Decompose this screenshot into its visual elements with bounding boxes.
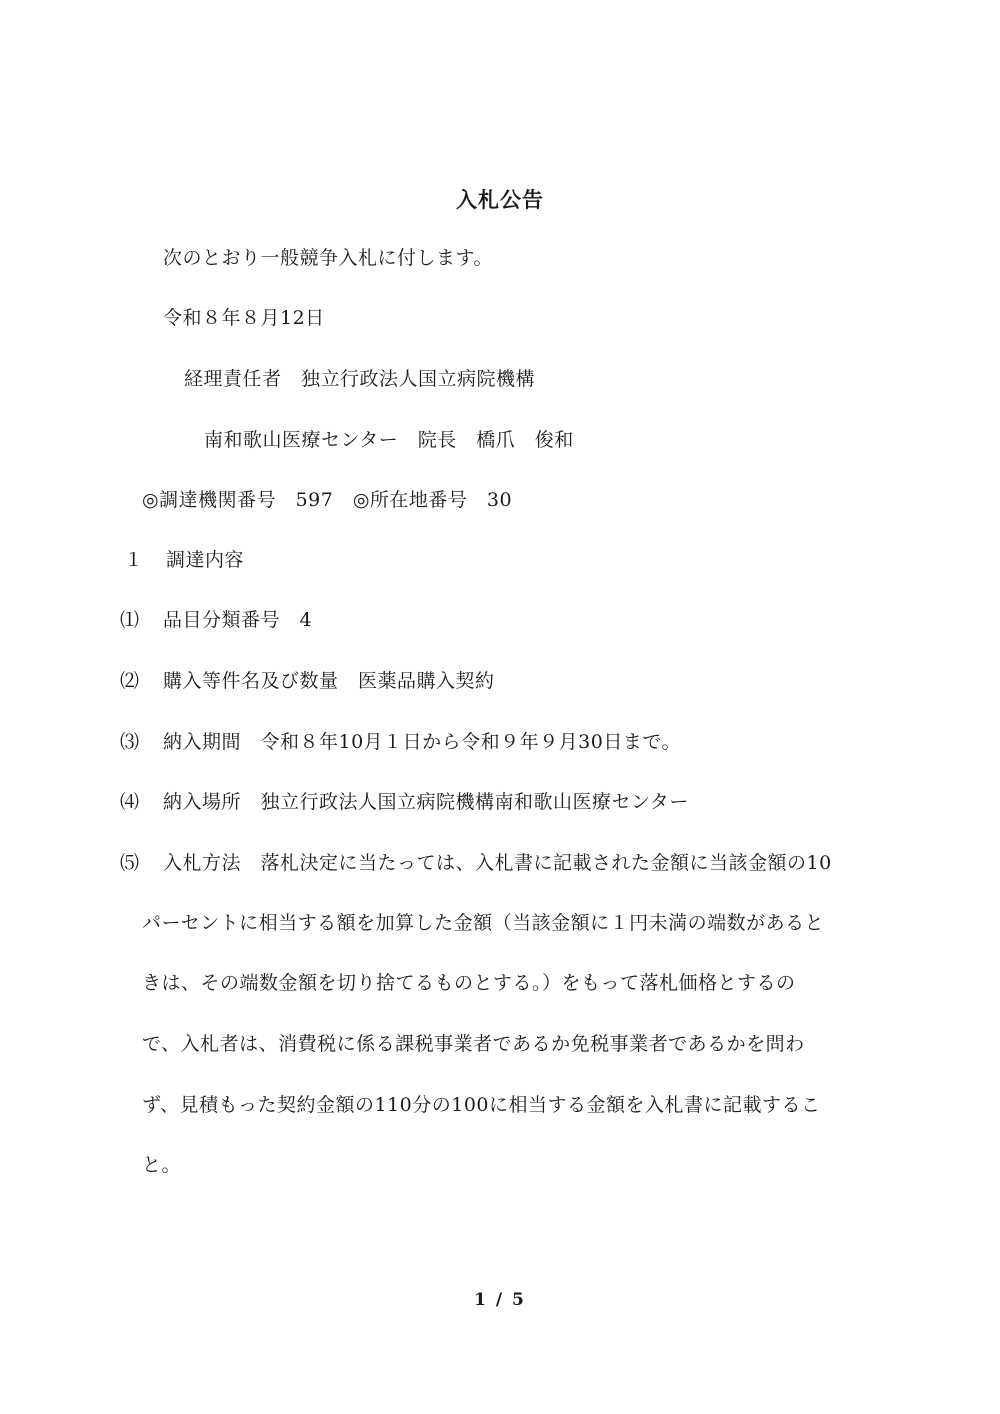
item-number: ⑵ [120,670,140,692]
intro-text: 次のとおり一般競争入札に付します。 [163,247,493,269]
item-continuation: で、入札者は、消費税に係る課税事業者であるか免税事業者であるかを問わ [142,1033,805,1055]
item-continuation: きは、その端数金額を切り捨てるものとする。）をもって落札価格とするの [142,972,796,994]
item-continuation: ず、見積もった契約金額の110分の100に相当する金額を入札書に記載するこ [142,1094,821,1116]
item-text: 品目分類番号 4 [163,609,313,631]
item-number: ⑶ [120,731,140,753]
issuer-line-2: 南和歌山医療センター 院長 橋爪 俊和 [204,429,574,451]
item-number: ⑴ [120,609,140,631]
document-title: 入札公告 [456,187,544,212]
announcement-date: 令和８年８月12日 [163,307,325,329]
issuer-line-1: 経理責任者 独立行政法人国立病院機構 [184,368,536,390]
item-text: 納入場所 独立行政法人国立病院機構南和歌山医療センター [163,791,689,813]
item-text: 購入等件名及び数量 医薬品購入契約 [163,670,495,692]
section-number: １ [124,549,144,571]
section-heading [124,548,244,572]
item-continuation: パーセントに相当する額を加算した金額（当該金額に１円未満の端数があると [142,912,825,934]
item-continuation: と。 [142,1154,182,1176]
page-indicator: 1 / 5 [474,1290,526,1310]
section-title: 調達内容 [166,549,245,571]
item-text: 納入期間 令和８年10月１日から令和９年９月30日まで。 [163,731,681,753]
item-text: 入札方法 落札決定に当たっては、入札書に記載された金額に当該金額の10 [163,852,832,874]
agency-codes: ◎調達機関番号 597 ◎所在地番号 30 [142,489,513,511]
item-number: ⑸ [120,852,140,874]
item-number: ⑷ [120,791,140,813]
